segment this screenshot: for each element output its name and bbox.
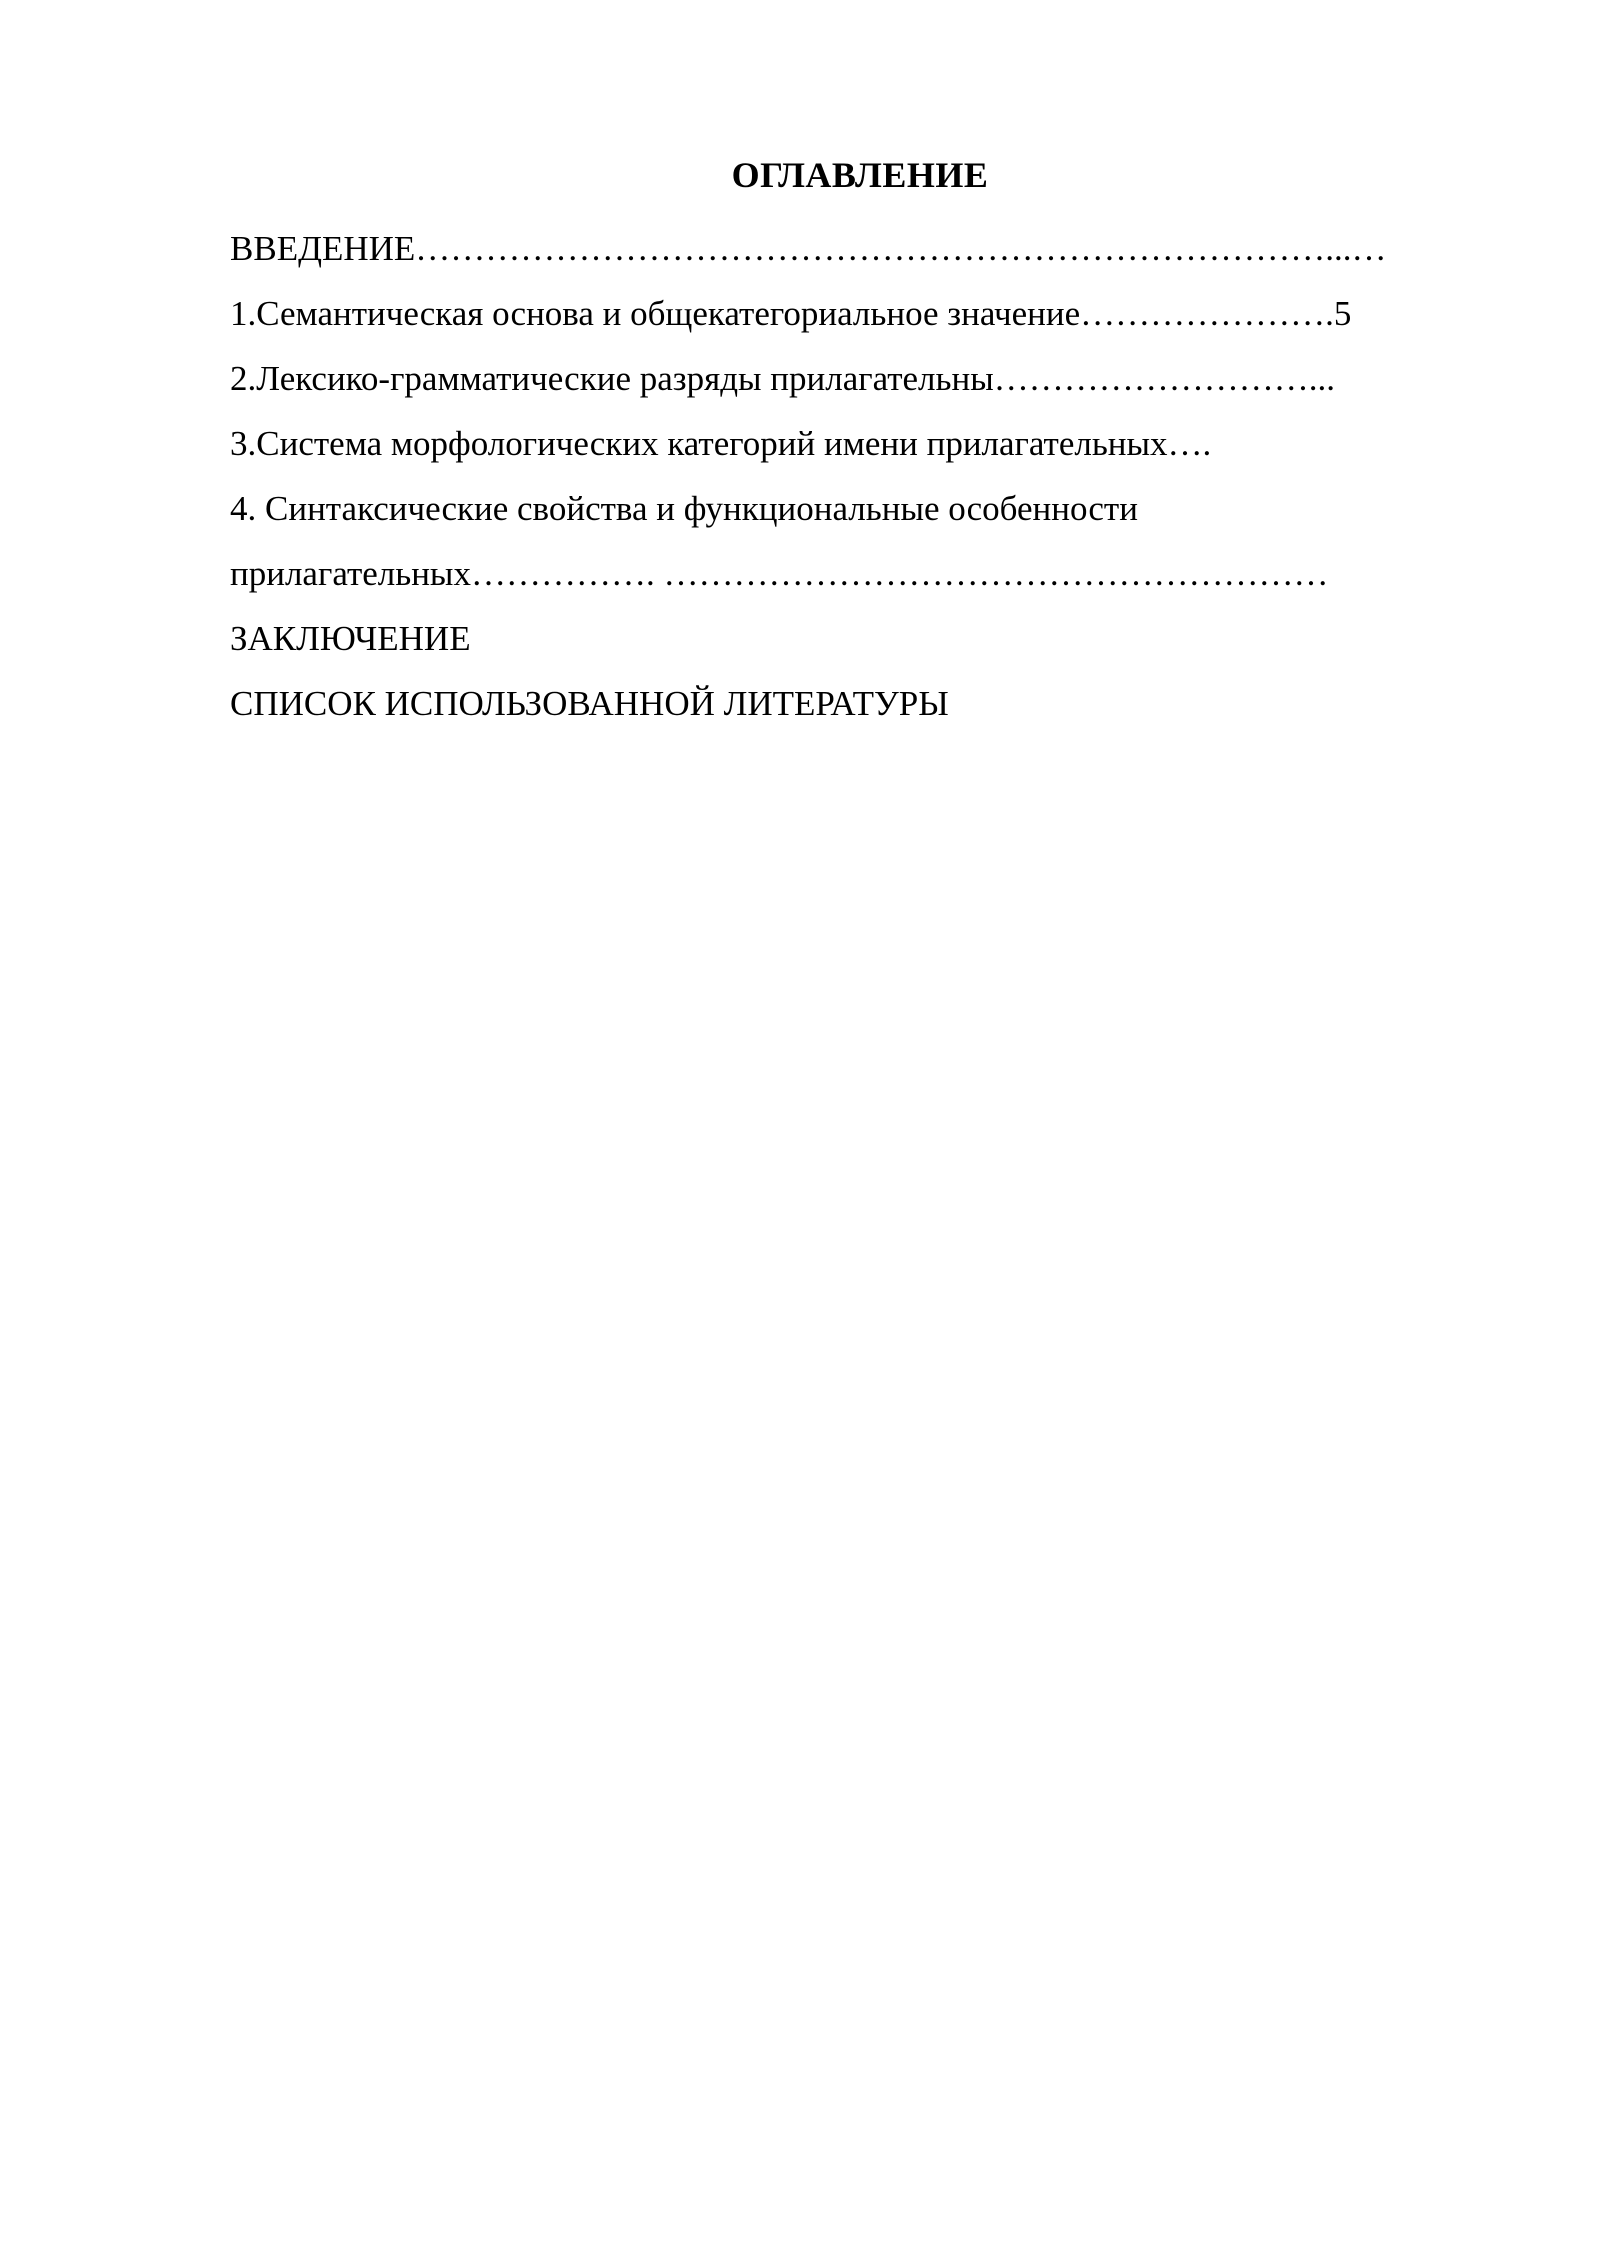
toc-entry-conclusion: ЗАКЛЮЧЕНИЕ [230, 619, 471, 658]
toc-entry-chapter-4-continuation: прилагательных……………. ………………………………………………… [230, 554, 1329, 593]
toc-entry-references: СПИСОК ИСПОЛЬЗОВАННОЙ ЛИТЕРАТУРЫ [230, 684, 949, 723]
toc-entry-chapter-2: 2.Лексико-грамматические разряды прилагательны………………………... [230, 359, 1335, 398]
toc-entry-introduction: ВВЕДЕНИЕ……………………………………………………………………...… [230, 229, 1387, 268]
toc-entry-chapter-3: 3.Система морфологических категорий имени прилагательных…. [230, 424, 1212, 463]
toc-entry-chapter-1: 1.Семантическая основа и общекатегориальное значение………………….5 [230, 294, 1352, 333]
table-of-contents [230, 216, 1480, 736]
toc-entry-chapter-4: 4. Синтаксические свойства и функциональные особенности [230, 489, 1138, 528]
page-title: ОГЛАВЛЕНИЕ [731, 155, 989, 195]
